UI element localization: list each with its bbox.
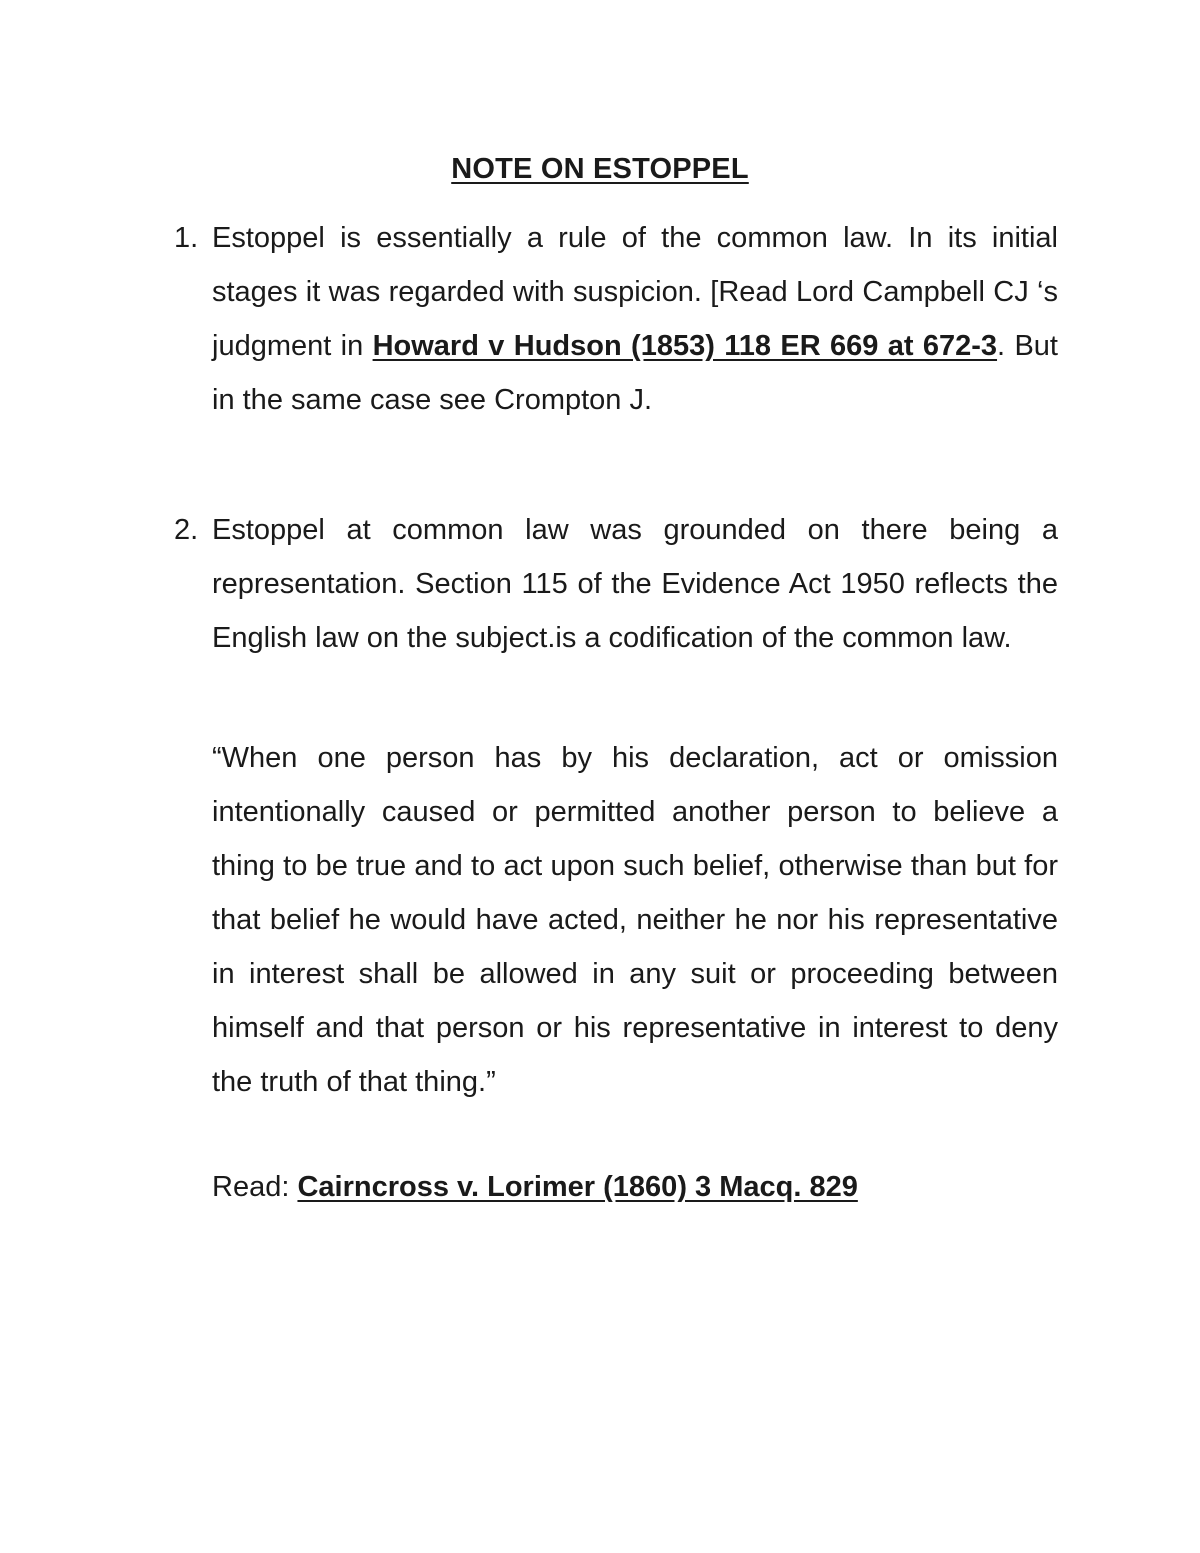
case-citation: Howard v Hudson (1853) 118 ER 669 at 672-3 (372, 330, 998, 362)
read-label: Read: (212, 1171, 298, 1203)
list-item-text: Estoppel at common law was grounded on there being a representation. Section 115 of the Evidence Act 1950 reflects the English law on the subject.is a codification of the common law. (212, 514, 1058, 654)
paragraph-text-after: . But in the same case see Crompton J. (212, 330, 1058, 416)
statute-quote: “When one person has by his declaration, act or omission intentionally caused or permitted another person to believe a thing to be true and to act upon such belief, otherwise than but for that belief he would have acted, neither he nor his representative in interest shall be allowed in any suit or proceeding between himself and that person or his representative in interest to deny the truth of that thing.” (212, 742, 1058, 1098)
list-item-text (212, 211, 1058, 427)
read-reference (212, 1160, 858, 1214)
paragraph-text: Estoppel is essentially a rule of the common law. In its initial stages it was regarded with suspicion. [Read Lord Campbell CJ ‘s judgment in (212, 222, 1058, 362)
document-title: NOTE ON ESTOPPEL (451, 153, 749, 185)
list-item-number: 1. (174, 222, 199, 254)
case-citation: Cairncross v. Lorimer (1860) 3 Macq. 829 (297, 1171, 858, 1203)
list-item-number: 2. (174, 514, 199, 546)
